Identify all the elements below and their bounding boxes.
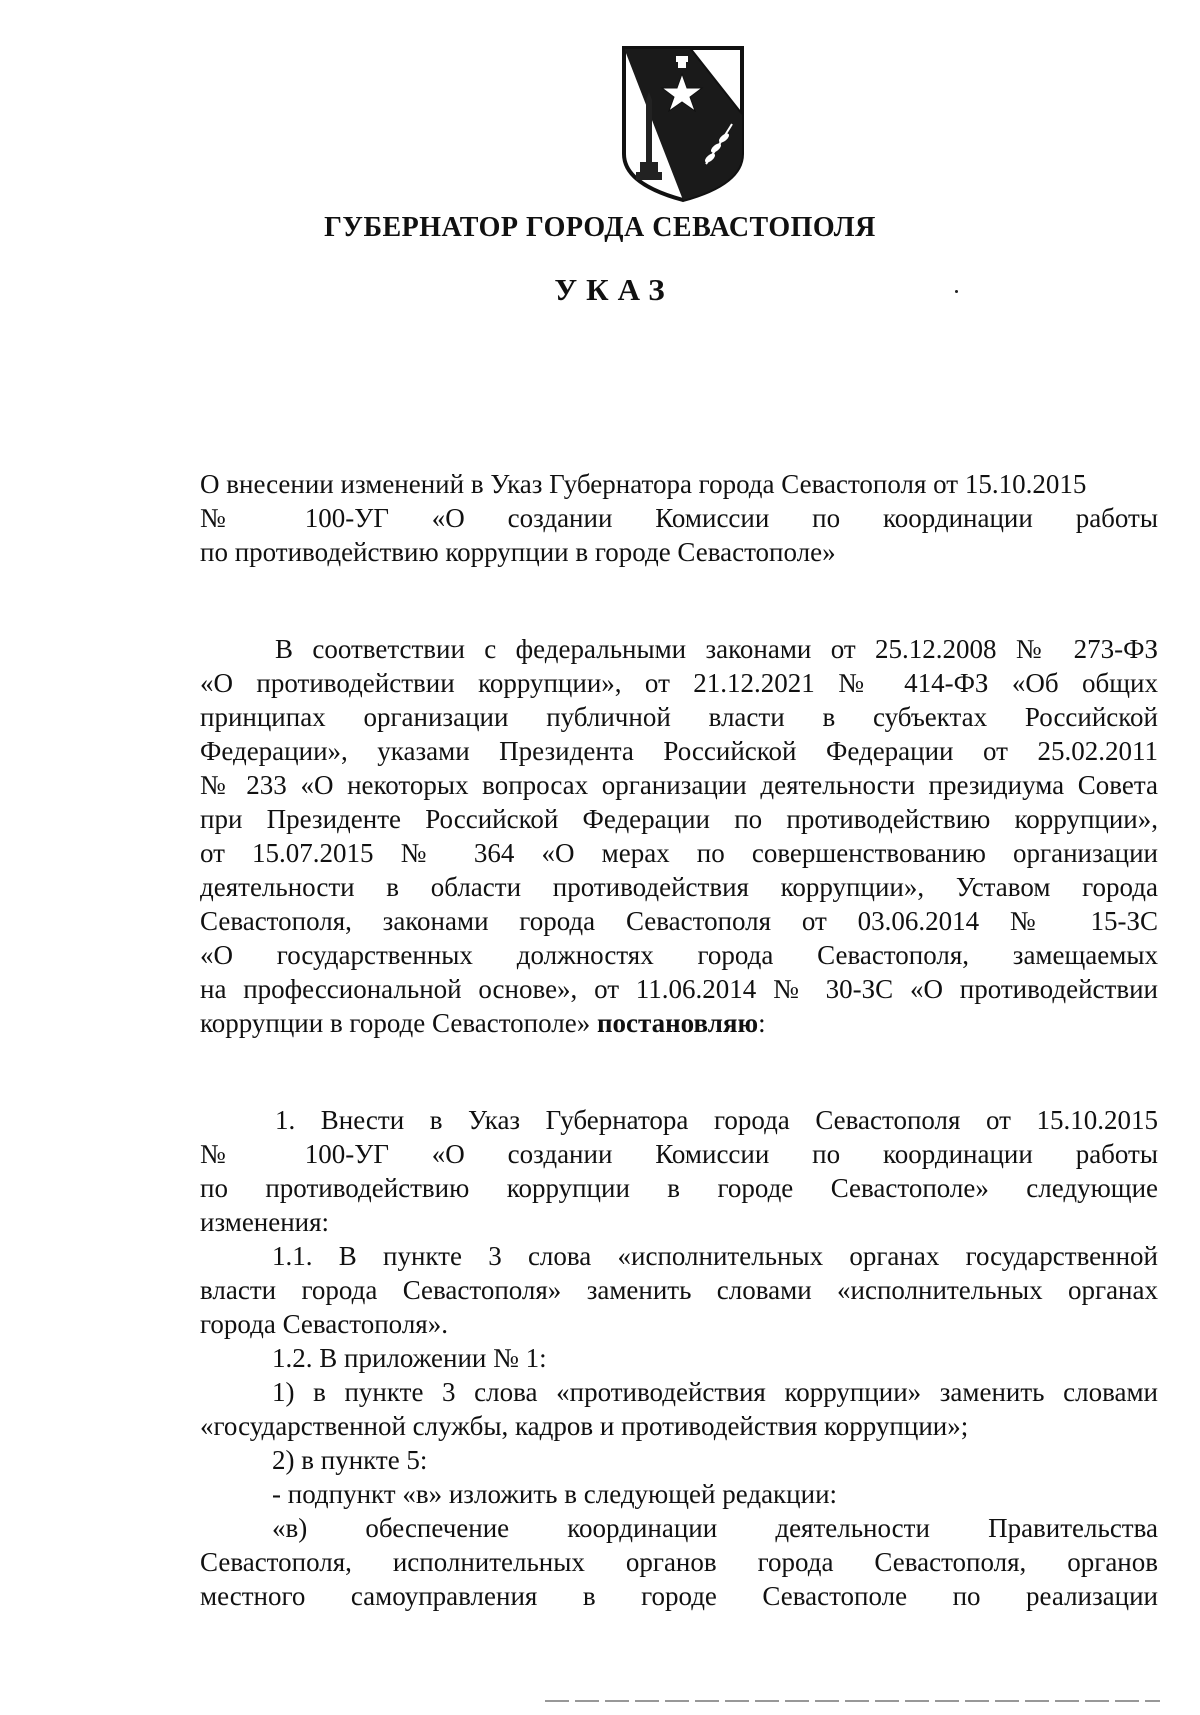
- preamble-line: «О государственных должностях города Севастополя, замещаемых: [200, 940, 1158, 970]
- title-line: О внесении изменений в Указ Губернатора города Севастополя от 15.10.2015: [200, 469, 1087, 499]
- body-line: 1.1. В пункте 3 слова «исполнительных органах государственной: [272, 1241, 1158, 1271]
- body-line: 1. Внести в Указ Губернатора города Севастополя от 15.10.2015: [275, 1105, 1158, 1135]
- body-line: власти города Севастополя» заменить словами «исполнительных органах: [200, 1275, 1158, 1305]
- preamble-line: принципах организации публичной власти в субъектах Российской: [200, 702, 1158, 732]
- page-bottom-rule: [545, 1700, 1160, 1702]
- preamble-line: при Президенте Российской Федерации по противодействию коррупции»,: [200, 804, 1158, 834]
- body-line: «государственной службы, кадров и противодействия коррупции»;: [200, 1411, 969, 1441]
- title-line: по противодействию коррупции в городе Севастополе»: [200, 537, 836, 567]
- body-line: местного самоуправления в городе Севастополе по реализации: [200, 1581, 1158, 1611]
- preamble-line: деятельности в области противодействия коррупции», Уставом города: [200, 872, 1158, 902]
- body-line: 1) в пункте 3 слова «противодействия коррупции» заменить словами: [272, 1377, 1158, 1407]
- sevastopol-coat-of-arms-icon: [620, 44, 746, 204]
- preamble-line: на профессиональной основе», от 11.06.2014 № 30-ЗС «О противодействии: [200, 974, 1158, 1004]
- preamble-line: «О противодействии коррупции», от 21.12.2021 № 414-ФЗ «Об общих: [200, 668, 1158, 698]
- body-line: 2) в пункте 5:: [272, 1445, 428, 1475]
- body-line: 1.2. В приложении № 1:: [272, 1343, 547, 1373]
- scan-artifact-dot: [955, 290, 958, 293]
- body-line: Севастополя, исполнительных органов города Севастополя, органов: [200, 1547, 1158, 1577]
- decree-word: постановляю: [596, 1008, 759, 1038]
- title-line: № 100-УГ «О создании Комиссии по координации работы: [200, 503, 1158, 533]
- preamble-last-line: [200, 1006, 1158, 1040]
- issuer-heading: ГУБЕРНАТОР ГОРОДА СЕВАСТОПОЛЯ: [324, 212, 876, 243]
- body-line: № 100-УГ «О создании Комиссии по координации работы: [200, 1139, 1158, 1169]
- preamble-line: Федерации», указами Президента Российской Федерации от 25.02.2011: [200, 736, 1158, 766]
- preamble-line: В соответствии с федеральными законами от 25.12.2008 № 273-ФЗ: [275, 634, 1158, 664]
- body-line: изменения:: [200, 1207, 330, 1237]
- preamble-line: коррупции в городе Севастополе»: [200, 1008, 591, 1038]
- preamble-line: от 15.07.2015 № 364 «О мерах по совершенствованию организации: [200, 838, 1158, 868]
- body-line: «в) обеспечение координации деятельности Правительства: [272, 1513, 1158, 1543]
- document-type-heading: УКАЗ: [554, 272, 674, 307]
- body-line: по противодействию коррупции в городе Севастополе» следующие: [200, 1173, 1158, 1203]
- decree-colon: :: [758, 1008, 766, 1038]
- body-line: - подпункт «в» изложить в следующей редакции:: [272, 1479, 838, 1509]
- preamble-line: № 233 «О некоторых вопросах организации деятельности президиума Совета: [200, 770, 1158, 800]
- body-line: города Севастополя».: [200, 1309, 448, 1339]
- preamble-line: Севастополя, законами города Севастополя от 03.06.2014 № 15-ЗС: [200, 906, 1158, 936]
